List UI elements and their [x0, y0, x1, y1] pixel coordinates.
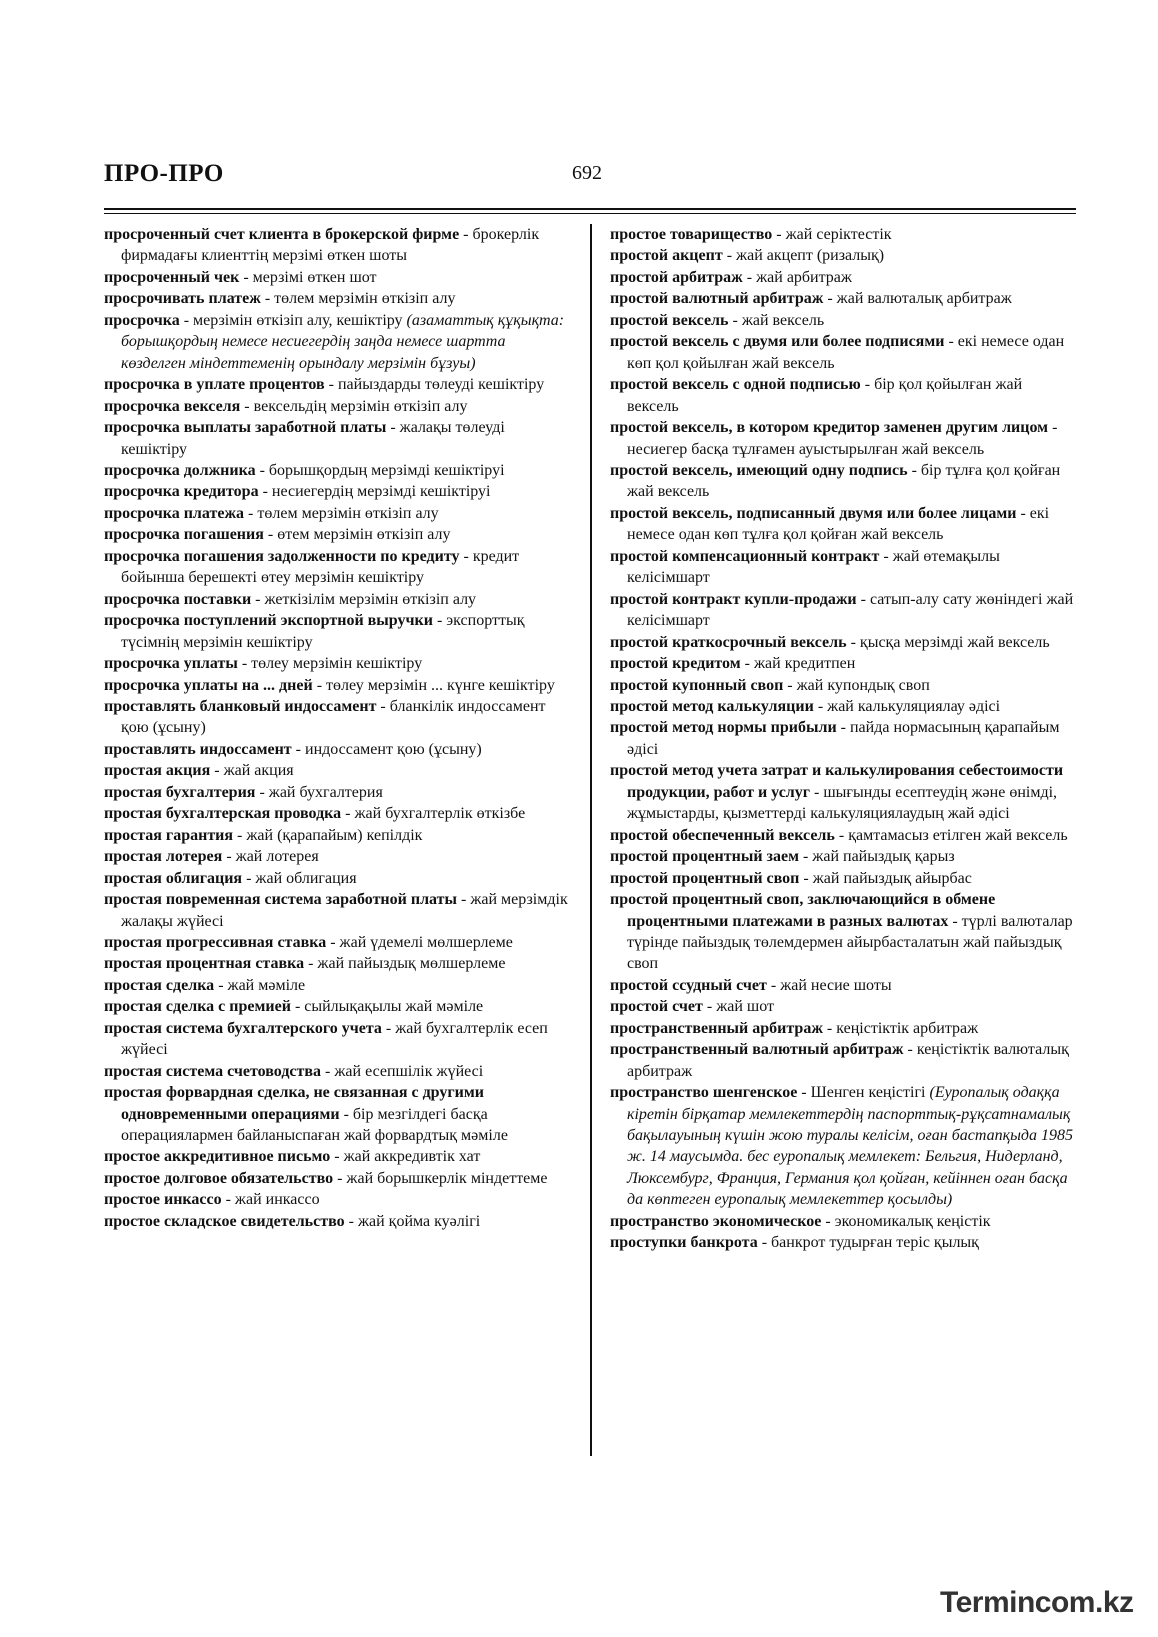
entry-definition: жай инкассо	[234, 1191, 320, 1209]
entry-separator: -	[879, 547, 893, 565]
entry-term: просрочка поступлений экспортной выручки	[104, 612, 433, 630]
entry-definition: жай пайыздық қарыз	[812, 848, 955, 866]
entry-separator: -	[263, 526, 278, 544]
dictionary-entry	[610, 868, 1076, 889]
entry-separator: -	[823, 290, 837, 308]
entry-definition: пайыздарды төлеуді кешіктіру	[337, 376, 545, 394]
entry-term: простой вексель с одной подписью	[610, 376, 861, 394]
dictionary-entry	[104, 224, 574, 267]
entry-term: простой компенсационный контракт	[610, 547, 880, 565]
entry-term: пространство экономическое	[610, 1212, 822, 1230]
entry-definition: жай аккредивтік хат	[343, 1148, 481, 1166]
entry-separator: -	[214, 976, 228, 994]
entry-separator: -	[1048, 419, 1058, 437]
entry-term: просрочивать платеж	[104, 290, 261, 308]
dictionary-entry	[610, 460, 1076, 503]
entry-separator: -	[376, 697, 390, 715]
dictionary-entry	[610, 546, 1076, 589]
entry-term: простой купонный своп	[610, 676, 784, 694]
entry-separator: -	[856, 590, 870, 608]
dictionary-entry	[104, 1168, 574, 1189]
entry-term: простая сделка с премией	[104, 998, 291, 1016]
entry-separator: -	[903, 1041, 917, 1059]
entry-definition: жай акцепт (ризалық)	[736, 247, 885, 265]
dictionary-entry	[610, 417, 1076, 460]
dictionary-entry	[104, 696, 574, 739]
entry-definition: жай борышкерлік міндеттеме	[346, 1169, 548, 1187]
entry-separator: -	[291, 740, 305, 758]
entry-separator: -	[798, 848, 813, 866]
dictionary-entry	[610, 846, 1076, 867]
dictionary-entry	[610, 1082, 1076, 1211]
entry-definition: жай облигация	[255, 869, 357, 887]
entry-separator: -	[179, 311, 194, 329]
entry-definition: брокерлік фирмадағы клиенттің мерзімі өткен шоты	[121, 226, 540, 265]
entry-separator: -	[766, 976, 781, 994]
entry-separator: -	[312, 676, 327, 694]
dictionary-entry	[104, 953, 574, 974]
entry-separator: -	[239, 268, 253, 286]
dictionary-entry	[104, 1061, 574, 1082]
entry-definition: жалақы төлеуді кешіктіру	[121, 419, 505, 458]
entry-term: просрочка должника	[104, 461, 256, 479]
entry-definition: несиегер басқа тұлғамен ауыстырылған жай вексель	[627, 440, 985, 458]
entry-definition: экономикалық кеңістік	[834, 1212, 991, 1230]
entry-separator: -	[772, 226, 786, 243]
entry-definition: өтем мерзімін өткізіп алу	[277, 526, 451, 544]
entry-definition: жай шот	[716, 998, 775, 1016]
dictionary-entry	[104, 417, 574, 460]
entry-definition: кеңістіктік арбитраж	[836, 1019, 979, 1037]
entry-definition: қысқа мерзімді жай вексель	[859, 633, 1050, 651]
entry-term: проставлять бланковый индоссамент	[104, 697, 377, 715]
dictionary-entry	[610, 310, 1076, 331]
dictionary-entry	[104, 610, 574, 653]
entry-separator: -	[237, 655, 252, 673]
entry-term: простой процентный заем	[610, 848, 799, 866]
dictionary-entry	[610, 889, 1076, 975]
page-header-title: ПРО-ПРО	[104, 160, 224, 187]
entry-term: простое аккредитивное письмо	[104, 1148, 331, 1166]
dictionary-entry	[610, 503, 1076, 546]
dictionary-entry	[610, 717, 1076, 760]
dictionary-entry	[610, 1018, 1076, 1039]
entry-separator: -	[326, 933, 340, 951]
entry-definition: төлем мерзімін өткізіп алу	[257, 504, 439, 522]
dictionary-entry	[104, 739, 574, 760]
entry-separator: -	[722, 247, 737, 265]
entry-definition: борышқордың мерзімді кешіктіруі	[268, 461, 505, 479]
entry-term: простое товарищество	[610, 226, 773, 243]
dictionary-entry	[104, 267, 574, 288]
entry-separator: -	[324, 376, 338, 394]
dictionary-entry	[104, 1211, 574, 1232]
entry-separator: -	[210, 762, 224, 780]
dictionary-entry	[104, 846, 574, 867]
entry-term: простая гарантия	[104, 826, 234, 844]
entry-definition: жай үдемелі мөлшерлеме	[339, 933, 513, 951]
entry-definition: кеңістіктік валюталық арбитраж	[627, 1041, 1069, 1080]
entry-term: просрочка векселя	[104, 397, 241, 415]
dictionary-entry	[104, 589, 574, 610]
entry-term: простой арбитраж	[610, 268, 743, 286]
entry-separator: -	[944, 333, 958, 351]
entry-definition: жай купондық своп	[796, 676, 930, 694]
entry-separator: -	[242, 869, 256, 887]
entry-separator: -	[834, 826, 849, 844]
entry-definition: бір қол қойылған жай вексель	[627, 376, 1023, 415]
left-column	[104, 224, 574, 1232]
entry-definition: жай бухгалтерлік өткізбе	[354, 805, 526, 823]
dictionary-entry	[104, 803, 574, 824]
entry-separator: -	[757, 1234, 772, 1252]
entry-definition: түрлі валюталар түрінде пайыздық төлемдермен айырбасталатын жай пайыздық своп	[627, 912, 1073, 973]
entry-definition: жай лотерея	[235, 848, 319, 866]
entry-separator: -	[251, 590, 265, 608]
entry-separator: -	[948, 912, 962, 930]
dictionary-entry	[610, 1211, 1076, 1232]
dictionary-entry	[104, 396, 574, 417]
entry-separator: -	[813, 697, 828, 715]
entry-definition: сыйлықақылы жай мәміле	[304, 998, 484, 1016]
dictionary-entry	[104, 1189, 574, 1210]
entry-separator: -	[836, 719, 850, 737]
entry-term: простая облигация	[104, 869, 243, 887]
entry-term: просрочка уплаты на ... дней	[104, 676, 313, 694]
entry-separator: -	[740, 655, 754, 673]
dictionary-entry	[610, 760, 1076, 824]
dictionary-entry	[610, 374, 1076, 417]
dictionary-entry	[104, 868, 574, 889]
entry-separator: -	[255, 783, 269, 801]
dictionary-entry	[610, 825, 1076, 846]
entry-term: просрочка погашения задолженности по кредиту	[104, 547, 460, 565]
entry-term: простой кредитом	[610, 655, 741, 673]
entry-separator: -	[333, 1169, 347, 1187]
entry-separator: -	[222, 848, 236, 866]
entry-definition: жай валюталық арбитраж	[836, 290, 1012, 308]
entry-term: простая сделка	[104, 976, 215, 994]
entry-separator: -	[702, 998, 717, 1016]
entry-term: простая система счетоводства	[104, 1062, 322, 1080]
termincom-logo: Termincom.kz	[940, 1586, 1134, 1619]
entry-term: простая форвардная сделка, не связанная с другими одновременными операциями	[104, 1084, 484, 1123]
entry-term: простая прогрессивная ставка	[104, 933, 327, 951]
entry-term: простой процентный своп	[610, 869, 800, 887]
dictionary-entry	[610, 675, 1076, 696]
entry-term: простой вексель, имеющий одну подпись	[610, 461, 908, 479]
entry-definition: экспорттық түсімнің мерзімін кешіктіру	[121, 612, 525, 651]
entry-term: просрочка погашения	[104, 526, 264, 544]
entry-term: пространство шенгенское	[610, 1084, 798, 1102]
entry-separator: -	[1016, 504, 1030, 522]
dictionary-entry	[610, 288, 1076, 309]
entry-term: простой метод нормы прибыли	[610, 719, 837, 737]
dictionary-entry	[610, 996, 1076, 1017]
dictionary-entry	[610, 696, 1076, 717]
entry-definition: жеткізілім мерзімін өткізіп алу	[264, 590, 477, 608]
entry-term: простой обеспеченный вексель	[610, 826, 835, 844]
dictionary-entry	[610, 331, 1076, 374]
entry-term: просрочка	[104, 311, 180, 329]
entry-term: просроченный счет клиента в брокерской фирме	[104, 226, 460, 243]
entry-term: простой метод учета затрат и калькулирования себестоимости продукции, работ и услуг	[610, 762, 1064, 801]
entry-term: просрочка в уплате процентов	[104, 376, 325, 394]
entry-term: простая лотерея	[104, 848, 223, 866]
entry-separator: -	[386, 419, 400, 437]
entry-term: простое долговое обязательство	[104, 1169, 334, 1187]
dictionary-entry	[610, 975, 1076, 996]
entry-definition: вексельдің мерзімін өткізіп алу	[253, 397, 468, 415]
entry-separator: -	[742, 268, 757, 286]
entry-term: простой процентный своп, заключающийся в обмене процентными платежами в разных валютах	[610, 891, 996, 930]
entry-separator: -	[799, 869, 813, 887]
entry-separator: -	[457, 891, 471, 909]
dictionary-entry	[104, 889, 574, 932]
entry-term: просрочка выплаты заработной платы	[104, 419, 387, 437]
dictionary-entry	[610, 653, 1076, 674]
entry-term: простой акцепт	[610, 247, 723, 265]
entry-definition: индоссамент қою (ұсыну)	[305, 740, 482, 758]
entry-definition: банкрот тудырған теріс қылық	[771, 1234, 979, 1252]
entry-definition: жай кредитпен	[753, 655, 856, 673]
dictionary-entry	[104, 760, 574, 781]
entry-term: простой метод калькуляции	[610, 697, 814, 715]
entry-term: просрочка поставки	[104, 590, 252, 608]
entry-definition: жай есепшілік жүйесі	[334, 1062, 484, 1080]
entry-definition: жай мәміле	[227, 976, 306, 994]
entry-definition: жай мерзімдік жалақы жүйесі	[121, 891, 568, 930]
entry-term: проступки банкрота	[610, 1234, 758, 1252]
entry-separator: -	[810, 783, 824, 801]
entry-term: простой вексель, подписанный двумя или более лицами	[610, 504, 1017, 522]
entry-term: простая система бухгалтерского учета	[104, 1019, 382, 1037]
entry-separator: -	[432, 612, 447, 630]
entry-definition: бір тұлға қол қойған жай вексель	[627, 461, 1061, 501]
entry-definition: жай бухгалтерлік есеп жүйесі	[121, 1019, 548, 1059]
entry-separator: -	[821, 1212, 835, 1230]
entry-term: пространственный валютный арбитраж	[610, 1041, 904, 1059]
entry-definition: жай пайыздық мөлшерлеме	[317, 955, 506, 973]
entry-definition: жай пайыздық айырбас	[812, 869, 972, 887]
entry-definition: жай вексель	[741, 311, 825, 329]
entry-definition: несиегердің мерзімді кешіктіруі	[271, 483, 491, 501]
entry-definition: жай калькуляциялау әдісі	[827, 697, 1001, 715]
entry-definition: мерзімі өткен шот	[252, 268, 377, 286]
dictionary-entry	[610, 267, 1076, 288]
dictionary-entry	[104, 1146, 574, 1167]
entry-separator: -	[221, 1191, 235, 1209]
dictionary-entry	[104, 1018, 574, 1061]
dictionary-entry	[104, 503, 574, 524]
entry-definition: төлем мерзімін өткізіп алу	[274, 290, 456, 308]
dictionary-entry	[610, 632, 1076, 653]
dictionary-entry	[104, 675, 574, 696]
entry-separator: -	[860, 376, 875, 394]
entry-separator: -	[344, 1212, 358, 1230]
entry-term: простой вексель с двумя или более подписями	[610, 333, 945, 351]
entry-definition: төлеу мерзімін кешіктіру	[251, 655, 423, 673]
entry-definition: төлеу мерзімін ... күнге кешіктіру	[326, 676, 555, 694]
entry-separator: -	[381, 1019, 396, 1037]
entry-definition: жай серіктестік	[785, 226, 892, 243]
entry-separator: -	[233, 826, 247, 844]
entry-term: простой ссудный счет	[610, 976, 767, 994]
entry-definition: жай несие шоты	[780, 976, 892, 994]
dictionary-entry	[610, 224, 1076, 245]
entry-term: простое складское свидетельство	[104, 1212, 345, 1230]
dictionary-entry	[104, 374, 574, 395]
entry-term: простая акция	[104, 762, 211, 780]
dictionary-entry	[104, 288, 574, 309]
dictionary-entry	[610, 1232, 1076, 1253]
entry-separator: -	[240, 397, 254, 415]
entry-separator: -	[783, 676, 797, 694]
dictionary-entry	[104, 932, 574, 953]
entry-note: (Еуропалық одаққа кіретін бірқатар мемлекеттердің паспорттық-рұқсатнамалық бақылауының күшін жою туралы келісім, оған бастапқыда 1985 ж. 14 маусымда. бес еуропалық мемлекет: Бельгия, Нидерланд, Люксембург, Франция, Германия қол қойған, кейіннен оған басқа да көптеген еуропалық мемлекеттер қосылды)	[627, 1084, 1074, 1209]
right-column	[610, 224, 1076, 1254]
entry-definition: пайда нормасының қарапайым әдісі	[627, 719, 1060, 758]
entry-definition: бланкілік индоссамент қою (ұсыну)	[121, 697, 546, 737]
header-rule-thin	[104, 213, 1076, 214]
dictionary-entry	[104, 653, 574, 674]
entry-separator: -	[339, 1105, 353, 1123]
dictionary-entry	[104, 460, 574, 481]
entry-separator: -	[255, 461, 269, 479]
entry-separator: -	[728, 311, 742, 329]
entry-definition: шығынды есептеудің және өнімді, жұмыстарды, қызметтерді калькуляциялаудың жай әдісі	[627, 783, 1058, 823]
entry-definition: жай қойма куәлігі	[357, 1212, 481, 1230]
entry-definition: жай бухгалтерия	[268, 783, 383, 801]
header-rule	[104, 208, 1076, 210]
entry-term: простая повременная система заработной платы	[104, 891, 457, 909]
entry-separator: -	[459, 547, 473, 565]
entry-separator: -	[304, 955, 318, 973]
entry-term: просрочка кредитора	[104, 483, 259, 501]
entry-separator: -	[459, 226, 473, 243]
entry-definition: бір мезгілдегі басқа операциялармен байланыспаған жай форвардтық мәміле	[121, 1105, 508, 1145]
entry-separator: -	[822, 1019, 837, 1037]
entry-definition: жай өтемақылы келісімшарт	[627, 547, 1000, 587]
dictionary-entry	[610, 245, 1076, 266]
page-number: 692	[572, 162, 602, 184]
dictionary-entry	[104, 310, 574, 374]
entry-term: просрочка платежа	[104, 504, 245, 522]
entry-term: просрочка уплаты	[104, 655, 238, 673]
entry-separator: -	[341, 805, 355, 823]
entry-separator: -	[244, 504, 258, 522]
entry-definition: Шенген кеңістігі	[810, 1084, 926, 1102]
entry-term: простой счет	[610, 998, 703, 1016]
entry-term: пространственный арбитраж	[610, 1019, 823, 1037]
dictionary-entry	[610, 589, 1076, 632]
entry-definition: жай арбитраж	[756, 268, 852, 286]
entry-definition: қамтамасыз етілген жай вексель	[848, 826, 1068, 844]
entry-separator: -	[846, 633, 860, 651]
entry-term: простая процентная ставка	[104, 955, 305, 973]
dictionary-entry	[104, 546, 574, 589]
dictionary-entry	[104, 524, 574, 545]
entry-definition: екі немесе одан көп қол қойылған жай вексель	[627, 333, 1065, 372]
entry-term: простая бухгалтерия	[104, 783, 256, 801]
dictionary-entry	[104, 825, 574, 846]
entry-definition: сатып-алу сату жөніндегі жай келісімшарт	[627, 590, 1074, 630]
column-divider	[590, 224, 592, 1456]
dictionary-entry	[104, 996, 574, 1017]
entry-term: проставлять индоссамент	[104, 740, 292, 758]
entry-separator: -	[797, 1084, 811, 1102]
entry-definition: кредит бойынша берешекті өтеу мерзімін кешіктіру	[121, 547, 520, 587]
dictionary-entry	[104, 782, 574, 803]
entry-separator: -	[330, 1148, 344, 1166]
entry-separator: -	[290, 998, 305, 1016]
dictionary-entry	[104, 1082, 574, 1146]
entry-separator: -	[907, 461, 921, 479]
entry-definition: жай (қарапайым) кепілдік	[246, 826, 423, 844]
entry-term: простой краткосрочный вексель	[610, 633, 847, 651]
entry-term: простое инкассо	[104, 1191, 222, 1209]
entry-separator: -	[260, 290, 275, 308]
entry-term: просроченный чек	[104, 268, 240, 286]
entry-term: простой валютный арбитраж	[610, 290, 824, 308]
dictionary-entry	[610, 1039, 1076, 1082]
dictionary-entry	[104, 481, 574, 502]
entry-definition: екі немесе одан көп тұлға қол қойған жай вексель	[627, 504, 1050, 544]
entry-separator: -	[258, 483, 272, 501]
entry-term: простой вексель	[610, 311, 729, 329]
entry-term: простая бухгалтерская проводка	[104, 805, 342, 823]
entry-definition: мерзімін өткізіп алу, кешіктіру	[193, 311, 403, 329]
dictionary-entry	[104, 975, 574, 996]
entry-separator: -	[321, 1062, 335, 1080]
entry-definition: жай акция	[223, 762, 294, 780]
entry-term: простой контракт купли-продажи	[610, 590, 857, 608]
entry-note: (азаматтық құқықта: борышқордың немесе несиегердің заңда немесе шартта көзделген міндеттеменің орындалу мерзімін бұзуы)	[121, 311, 565, 372]
entry-term: простой вексель, в котором кредитор заменен другим лицом	[610, 419, 1049, 437]
